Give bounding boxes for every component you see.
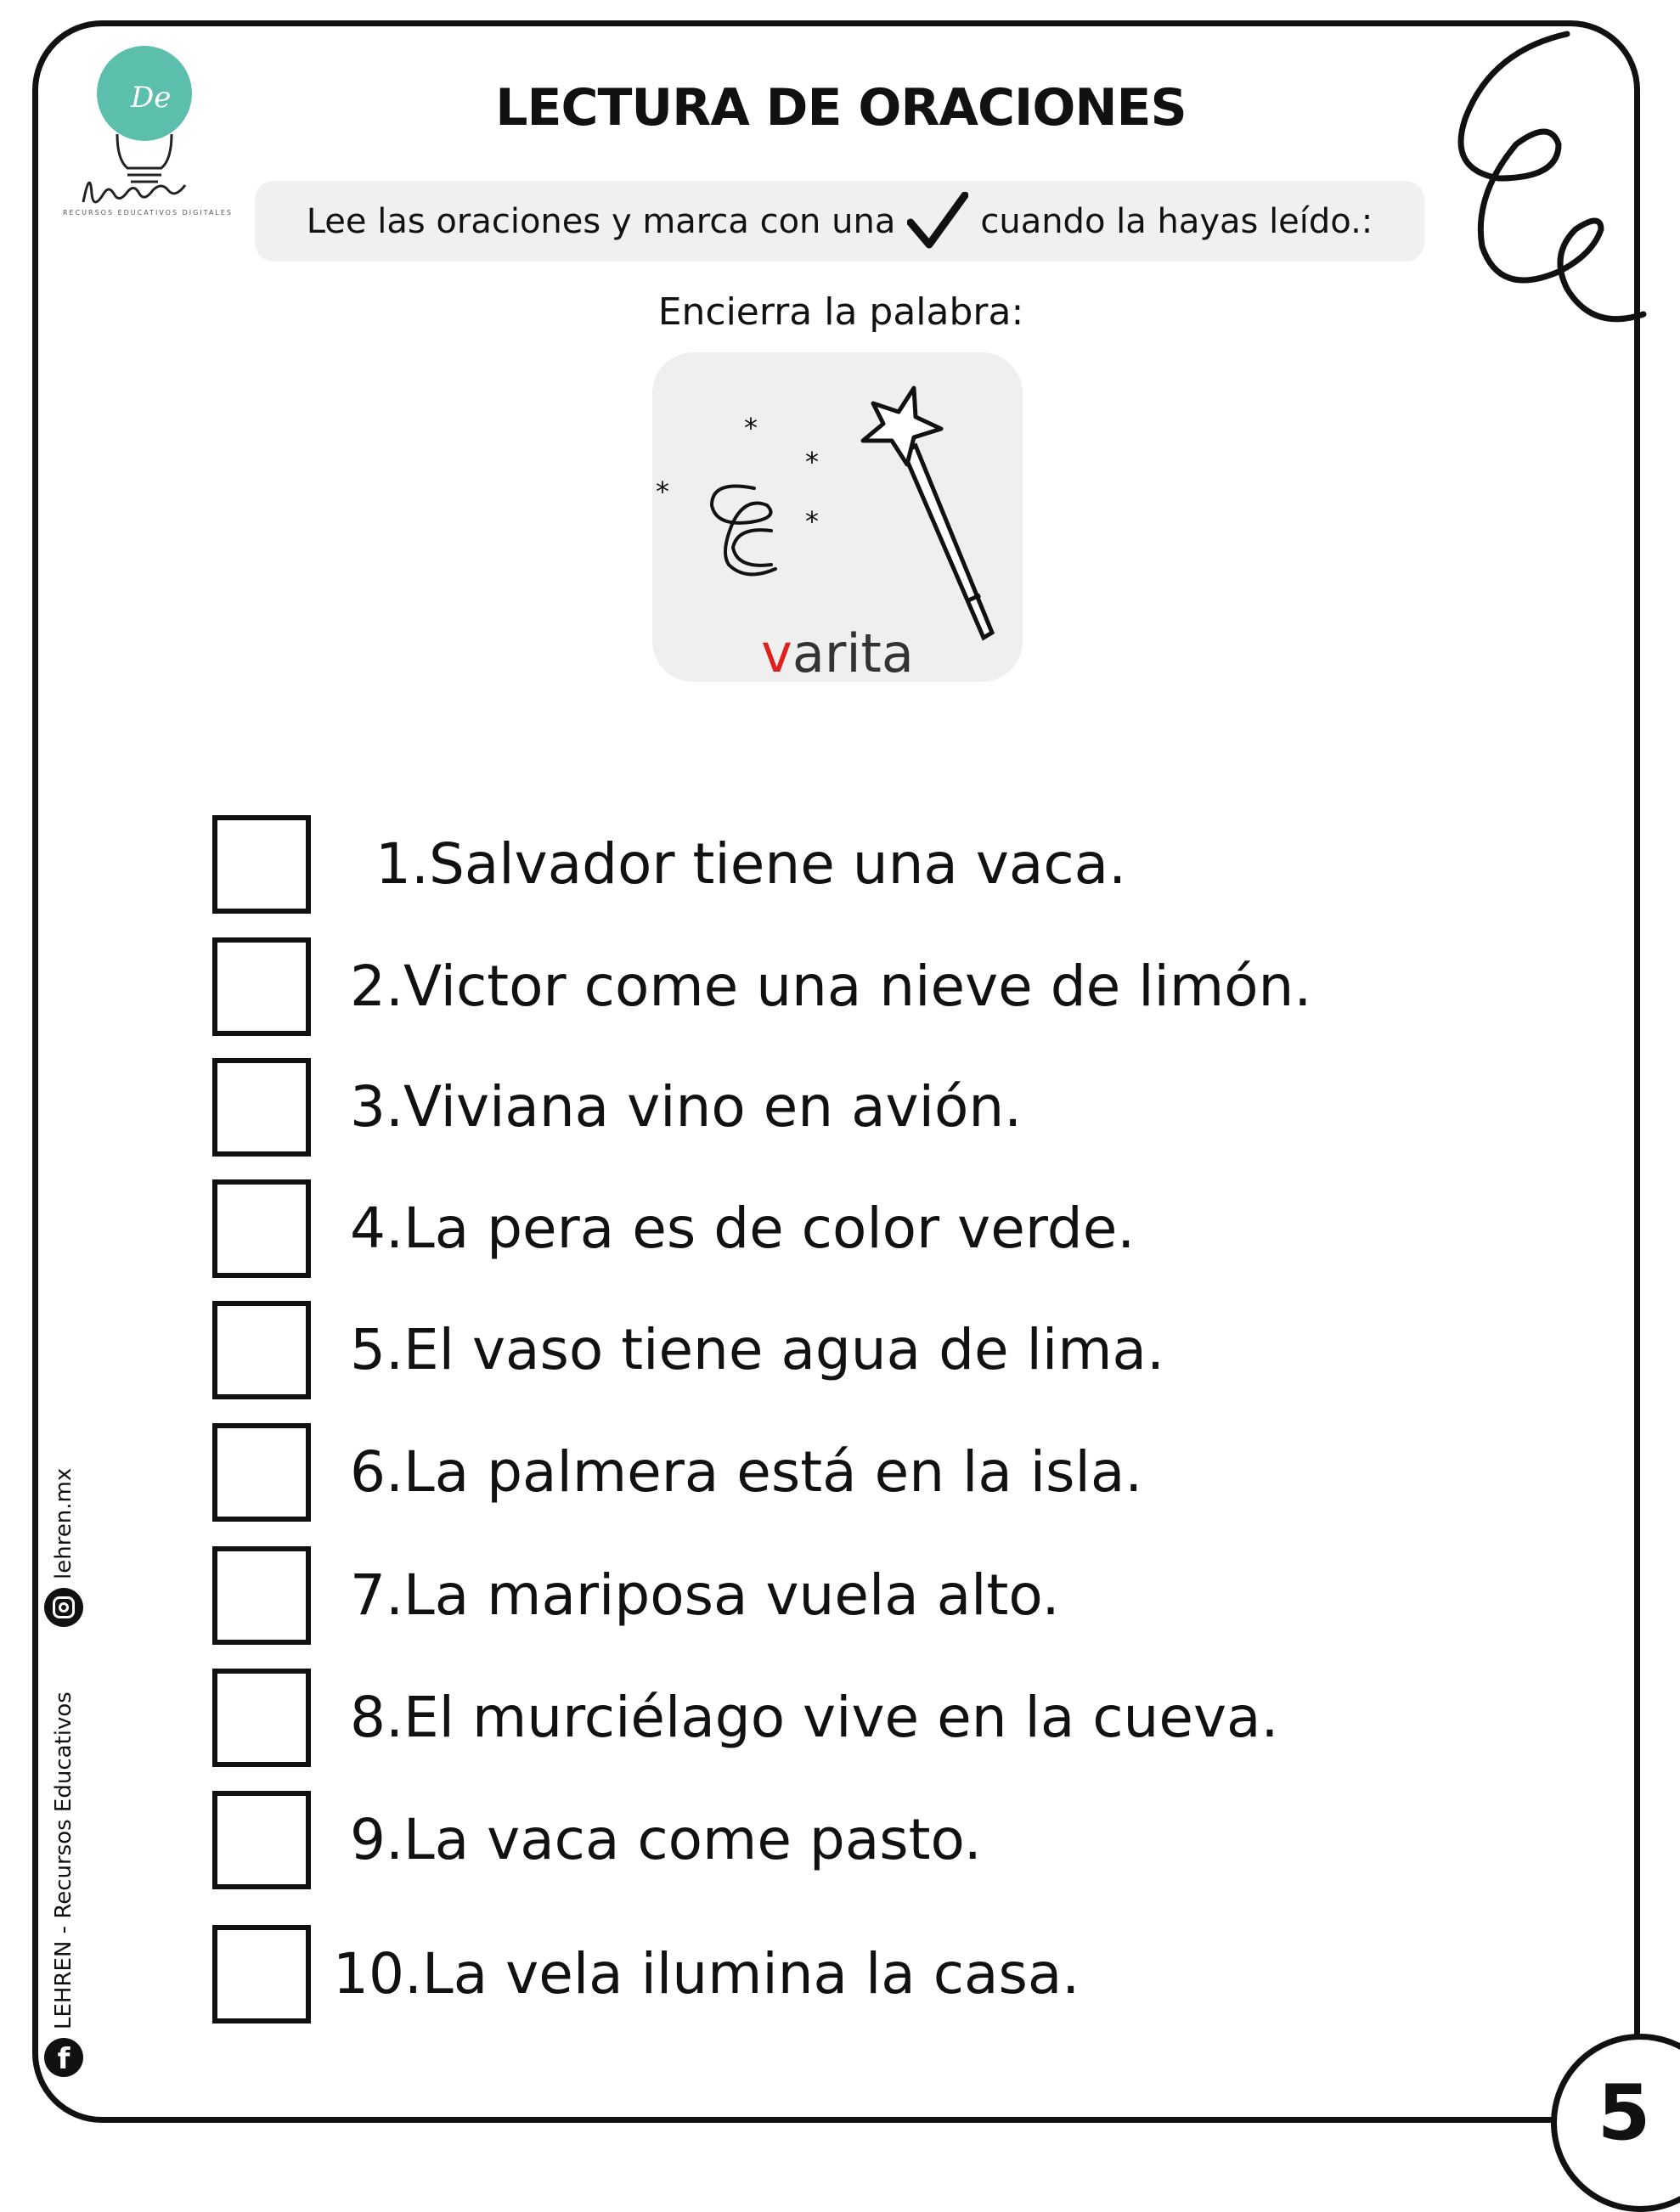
checkbox[interactable] [212,815,311,914]
svg-text:*: * [744,412,758,444]
list-item [212,1542,1060,1648]
list-item [212,1054,1022,1160]
page-number: 5 [1597,2068,1651,2158]
page-title: LECTURA DE ORACIONES [495,78,1187,138]
instruction-text-before: Lee las oraciones y marca con una [306,201,896,241]
checkbox[interactable] [212,1423,311,1522]
list-item [212,1921,1080,2027]
sentence-text: 4.La pera es de color verde. [350,1196,1136,1261]
sentence-text: 1.Salvador tiene una vaca. [375,831,1127,897]
word-first-letter: v [761,622,792,682]
instruction-text-after: cuando la hayas leído.: [980,201,1373,241]
word-caption [652,622,1023,682]
sentence-text: 9.La vaca come pasto. [350,1807,982,1872]
lehren-logo [49,41,240,223]
instagram-icon[interactable] [44,1588,83,1627]
checkbox[interactable] [212,1058,311,1157]
checkbox[interactable] [212,937,311,1036]
word-picture-card [652,352,1023,682]
sentence-text: 3.Viviana vino en avión. [350,1074,1023,1140]
social-sidebar [10,1469,95,2089]
list-item [212,1664,1278,1770]
sentence-text: 2.Victor come una nieve de limón. [350,954,1312,1019]
svg-text:De: De [131,81,172,115]
checkbox[interactable] [212,1925,311,2023]
checkbox[interactable] [212,1179,311,1278]
facebook-icon[interactable]: f [44,2038,83,2077]
list-item [212,1419,1142,1525]
svg-text:*: * [805,505,819,538]
list-item [212,1175,1135,1281]
sentence-text: 8.El murciélago vive en la cueva. [350,1685,1279,1750]
word-rest: arita [792,622,914,682]
check-mark-icon [907,192,968,251]
sentence-text: 10.La vela ilumina la casa. [333,1941,1080,2007]
instruction-banner [255,181,1424,262]
list-item [212,1787,982,1893]
list-item [212,1297,1164,1403]
checkbox[interactable] [212,1546,311,1645]
cursive-e-decoration [1431,25,1652,331]
checkbox[interactable] [212,1791,311,1889]
checkbox[interactable] [212,1301,311,1399]
list-item [212,933,1311,1039]
svg-text:*: * [656,476,669,508]
encircle-word-label: Encierra la palabra: [657,290,1024,334]
svg-text:*: * [805,446,819,478]
checkbox[interactable] [212,1669,311,1767]
facebook-page-name[interactable]: LEHREN - Recursos Educativos [51,1691,76,2029]
list-item [212,811,1126,917]
instagram-handle[interactable]: lehren.mx [51,1467,76,1579]
logo-tagline: RECURSOS EDUCATIVOS DIGITALES [62,209,234,217]
sentence-text: 5.El vaso tiene agua de lima. [350,1317,1164,1382]
sentence-text: 6.La palmera está en la isla. [350,1439,1143,1505]
sentence-text: 7.La mariposa vuela alto. [350,1562,1060,1628]
